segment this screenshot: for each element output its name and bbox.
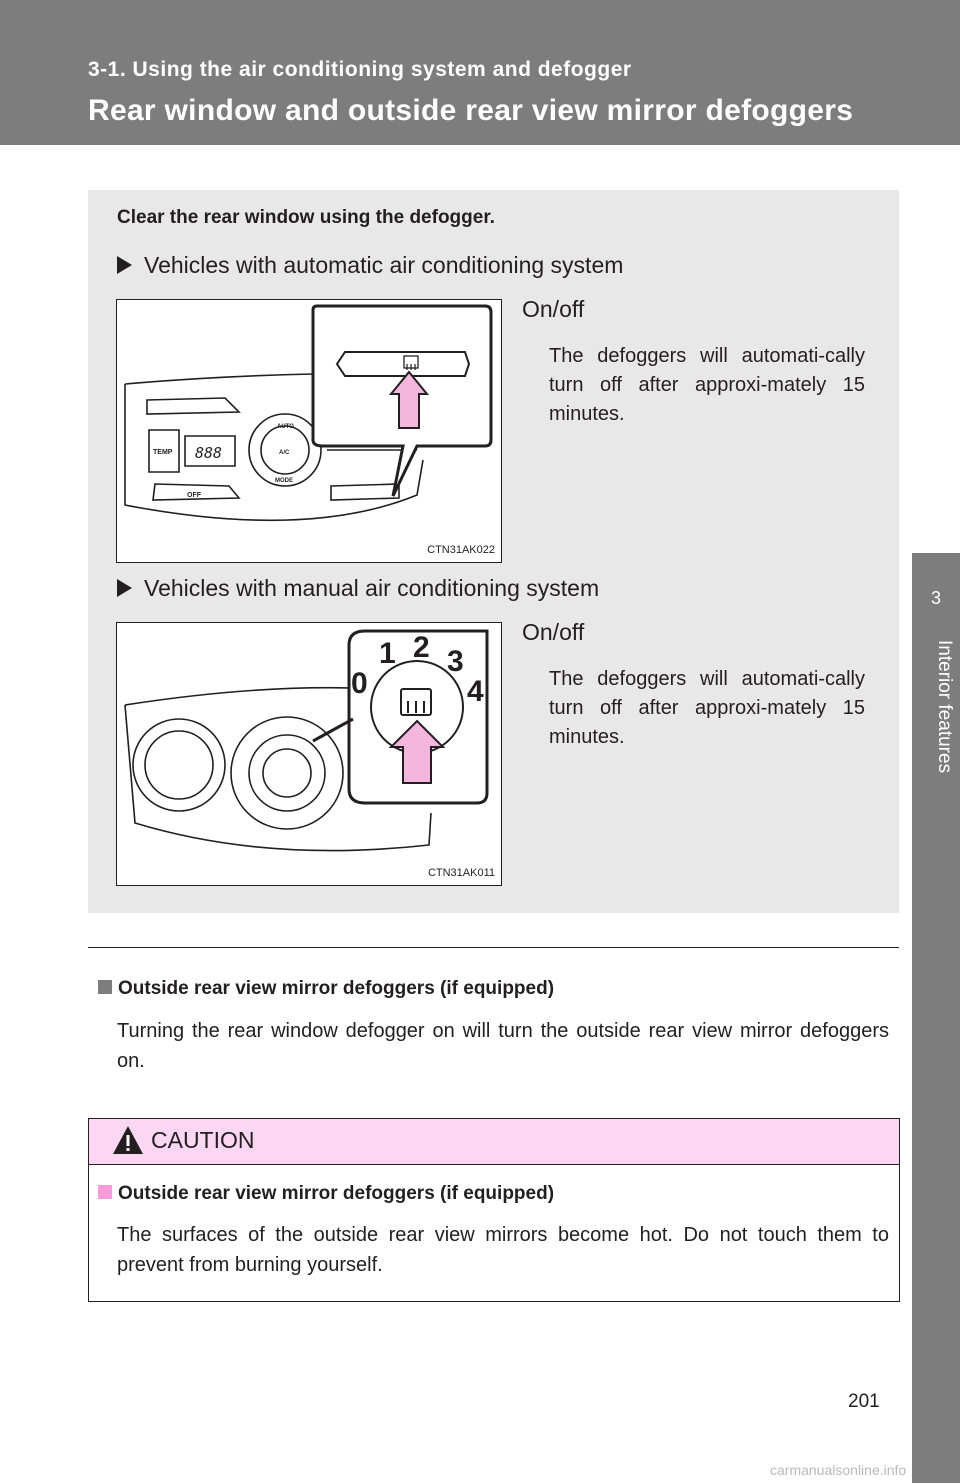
intro-text: Clear the rear window using the defogger. (117, 207, 495, 228)
caution-body: The surfaces of the outside rear view mirrors become hot. Do not touch them to prevent from burning yourself. (117, 1224, 889, 1276)
dial-number-0: 0 (351, 667, 368, 700)
watermark: carmanualsonline.info (770, 1462, 907, 1478)
manual-ac-panel-illustration (117, 623, 501, 885)
square-bullet-icon (98, 1185, 112, 1199)
dial-number-4: 4 (467, 675, 484, 708)
description-manual: The defoggers will automati-cally turn off after approxi-mately 15 minutes. (549, 668, 865, 748)
figure-code: CTN31AK022 (427, 544, 495, 556)
page-number: 201 (848, 1391, 880, 1412)
panel-temp-label: TEMP (153, 449, 173, 456)
bullet-manual-label: Vehicles with manual air conditioning system (144, 575, 600, 601)
arrow-bullet-icon (117, 579, 132, 597)
panel-ac-label: A/C (279, 450, 290, 456)
arrow-bullet-icon (117, 256, 132, 274)
dial-number-3: 3 (447, 645, 464, 678)
description-automatic: The defoggers will automati-cally turn off after approxi-mately 15 minutes. (549, 345, 865, 425)
panel-mode-label: MODE (275, 478, 293, 484)
outside-mirror-body: Turning the rear window defogger on will turn the outside rear view mirror defoggers on. (117, 1020, 889, 1072)
section-subtitle: 3-1. Using the air conditioning system and defogger (88, 58, 632, 81)
onoff-label-manual: On/off (522, 619, 585, 645)
figure-manual-panel (116, 622, 502, 886)
square-bullet-icon (98, 980, 112, 994)
bullet-automatic (117, 252, 623, 279)
side-tab-number: 3 (930, 588, 941, 608)
caution-title: CAUTION (151, 1127, 255, 1153)
page-title: Rear window and outside rear view mirror defoggers (88, 94, 854, 127)
figure-code: CTN31AK011 (427, 867, 495, 879)
automatic-ac-panel-illustration (117, 300, 501, 562)
bullet-automatic-label: Vehicles with automatic air conditioning system (144, 252, 624, 278)
side-tab-background (912, 145, 960, 553)
side-tab-label: Interior features (934, 640, 955, 774)
bullet-manual (117, 575, 599, 602)
caution-heading-text: Outside rear view mirror defoggers (if equipped) (118, 1183, 555, 1204)
dial-number-2: 2 (413, 631, 430, 664)
outside-mirror-heading (98, 978, 554, 1000)
warning-triangle-icon (112, 1124, 144, 1156)
panel-off-label: OFF (187, 492, 201, 499)
section-divider (88, 947, 899, 948)
dial-number-1: 1 (379, 637, 396, 670)
panel-display-label: 888 (195, 444, 223, 462)
caution-heading (98, 1183, 554, 1205)
panel-auto-label: AUTO (277, 424, 294, 430)
figure-automatic-panel (116, 299, 502, 563)
onoff-label-automatic: On/off (522, 296, 585, 322)
outside-mirror-heading-text: Outside rear view mirror defoggers (if equipped) (118, 978, 555, 999)
